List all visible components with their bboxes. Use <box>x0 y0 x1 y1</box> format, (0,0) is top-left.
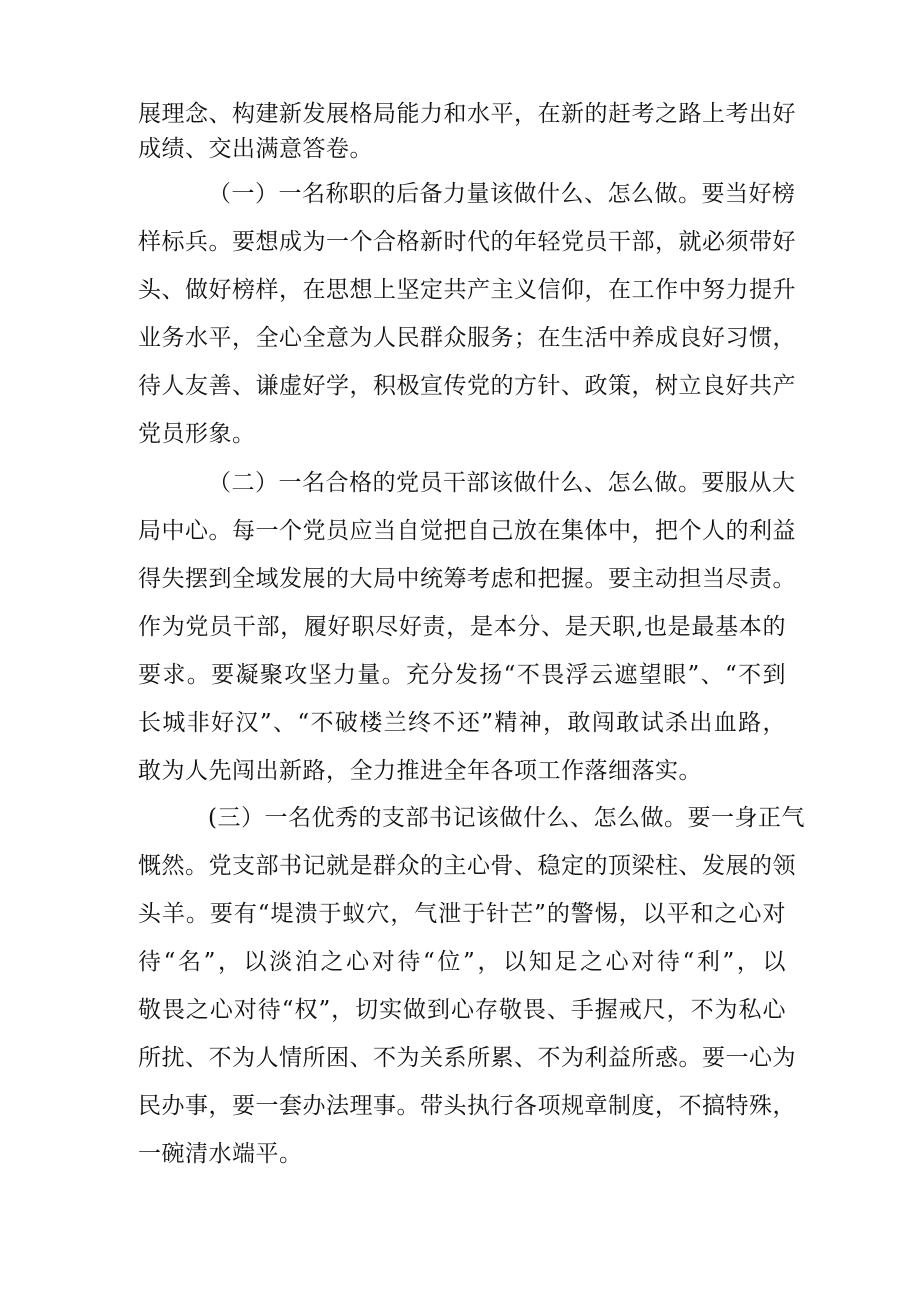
text-line: 作为党员干部，履好职尽好责，是本分、是天职,也是最基本的 <box>138 614 786 640</box>
text-line: 一碗清水端平。 <box>138 1141 303 1167</box>
text-line: 党员形象。 <box>138 421 256 447</box>
text-line: 头羊。要有“堤溃于蚁穴，气泄于针芒”的警惕，以平和之心对 <box>138 901 786 927</box>
text-line: （二）一名合格的党员干部该做什么、怎么做。要服从大 <box>208 470 796 496</box>
paragraph-section-2 <box>138 459 796 795</box>
text-line: 敢为人先闯出新路，全力推进全年各项工作落细落实。 <box>138 758 702 784</box>
text-line: 要求。要凝聚攻坚力量。充分发扬“不畏浮云遮望眼”、“不到 <box>138 662 786 688</box>
text-line: 成绩、交出满意答卷。 <box>138 136 373 162</box>
text-line: 局中心。每一个党员应当自觉把自己放在集体中，把个人的利益 <box>138 518 796 544</box>
paragraph-section-3 <box>138 794 805 1178</box>
paragraph-section-1 <box>138 170 796 458</box>
text-line: 民办事，要一套办法理事。带头执行各项规章制度，不搞特殊， <box>138 1093 796 1119</box>
text-line: 样标兵。要想成为一个合格新时代的年轻党员干部，就必须带好 <box>138 229 796 255</box>
text-line: 长城非好汉”、“不破楼兰终不还”精神，敢闯敢试杀出血路， <box>138 710 786 736</box>
text-line: 展理念、构建新发展格局能力和水平，在新的赶考之路上考出好 <box>138 101 796 127</box>
paragraph-intro <box>138 97 796 167</box>
text-line: 慨然。党支部书记就是群众的主心骨、稳定的顶梁柱、发展的领 <box>138 853 796 879</box>
text-line: (三）一名优秀的支部书记该做什么、怎么做。要一身正气 <box>208 805 805 831</box>
text-line: 敬畏之心对待“权”，切实做到心存敬畏、手握戒尺，不为私心 <box>138 997 786 1023</box>
text-line: 业务水平，全心全意为人民群众服务；在生活中养成良好习惯， <box>138 325 796 351</box>
text-line: 所扰、不为人情所困、不为关系所累、不为利益所惑。要一心为 <box>138 1045 796 1071</box>
text-line: 待人友善、谦虚好学，积极宣传党的方针、政策，树立良好共产 <box>138 373 796 399</box>
text-line: 待“名”，以淡泊之心对待“位”，以知足之心对待“利”，以 <box>138 949 786 975</box>
text-line: 头、做好榜样，在思想上坚定共产主义信仰，在工作中努力提升 <box>138 277 796 303</box>
text-line: （一）一名称职的后备力量该做什么、怎么做。要当好榜 <box>208 181 796 207</box>
text-line: 得失摆到全域发展的大局中统筹考虑和把握。要主动担当尽责。 <box>138 566 796 592</box>
